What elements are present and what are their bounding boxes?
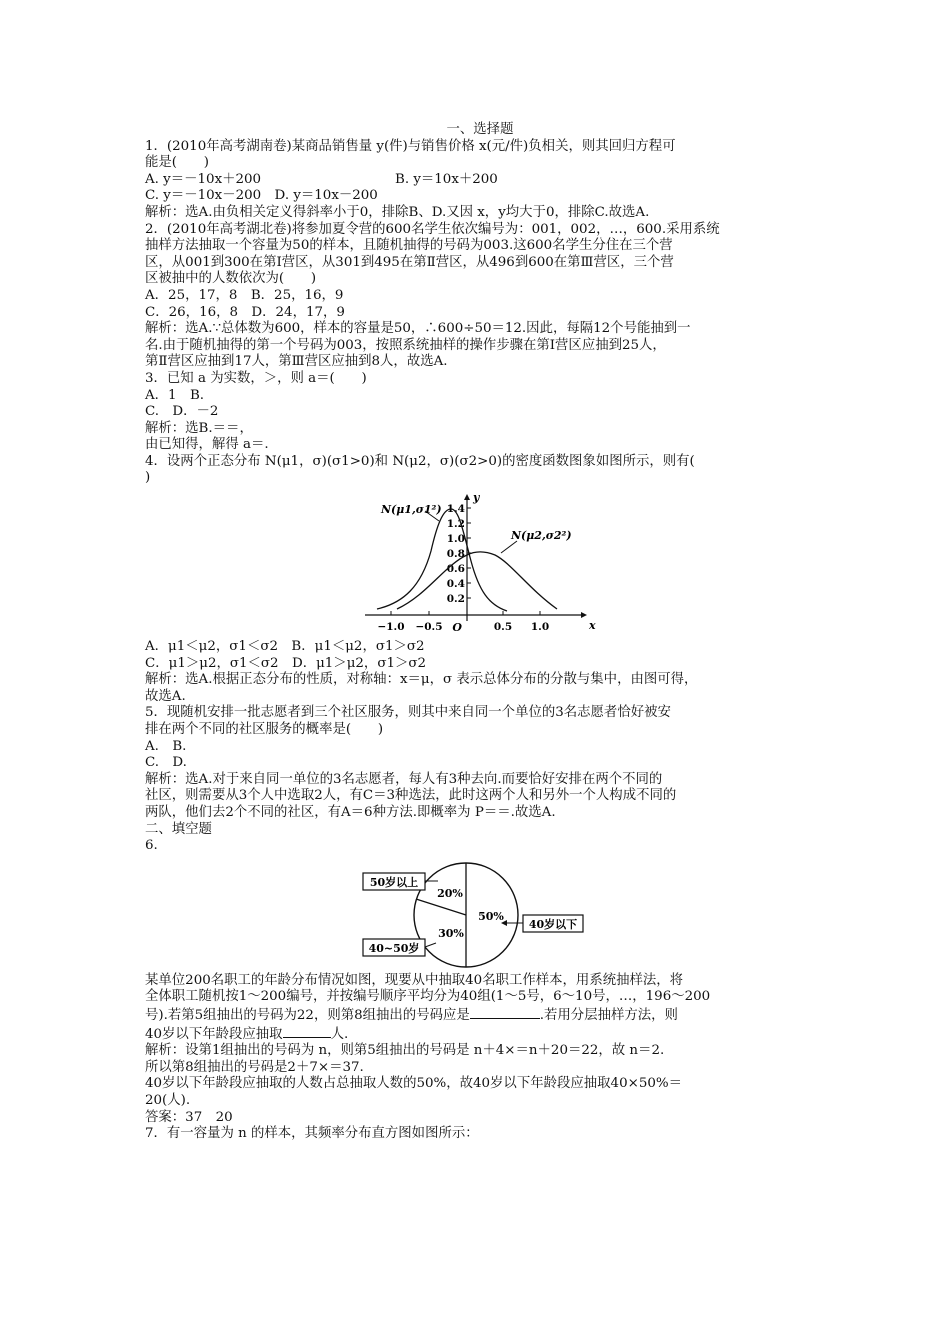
box-over-50-label: 50岁以上 <box>369 875 419 889</box>
q6-solution-3: 40岁以下年龄段应抽取的人数占总抽取人数的50%，故40岁以下年龄段应抽取40×50%＝ <box>145 1076 682 1092</box>
q6-line-2: 全体职工随机按1～200编号，并按编号顺序平均分为40组(1～5号，6～10号，…，196～200 <box>145 989 711 1005</box>
section-title-fill: 二、填空题 <box>145 821 212 837</box>
q1-solution: 解析：选A.由负相关定义得斜率小于0，排除B、D.又因 x，y均大于0，排除C.故选A. <box>145 204 650 220</box>
q5-solution-2: 社区，则需要从3个人中选取2人，有C＝3种选法，此时这两个人和另外一个人构成不同的 <box>145 788 677 804</box>
q6-line-3a: 号).若第5组抽出的号码为22，则第8组抽出的号码应是 <box>145 1007 470 1023</box>
q3-options-ab: A．1 B. <box>145 387 205 403</box>
y-tick-label: 1.2 <box>446 518 465 531</box>
q2-solution-3: 第Ⅱ营区应抽到17人，第Ⅲ营区应抽到8人，故选A. <box>145 354 448 370</box>
x-tick-label: 0.5 <box>493 621 513 634</box>
q2-line-3: 区，从001到300在第Ⅰ营区，从301到495在第Ⅱ营区，从496到600在第Ⅲ营区，三个营 <box>145 254 674 270</box>
question-7 <box>145 1126 815 1143</box>
q5-solution-3: 两队，他们去2个不同的社区，有A＝6种方法.即概率为 P＝＝.故选A. <box>145 805 556 820</box>
q6-line-4a: 40岁以下年龄段应抽取 <box>145 1026 283 1042</box>
q4-solution-1: 解析：选A.根据正态分布的性质，对称轴：x＝μ，σ 表示总体分布的分散与集中，由图可得， <box>145 672 698 688</box>
pie-label-20: 20% <box>437 886 463 900</box>
q3-line-1: 3．已知 a 为实数，＞，则 a＝( ) <box>145 370 367 386</box>
q4-solution-2: 故选A. <box>145 688 186 704</box>
q2-line-1: 2．(2010年高考湖北卷)将参加夏令营的600名学生依次编号为：001，002，…，600.采用系统 <box>145 221 720 237</box>
q6-line-4b: 人. <box>330 1026 349 1042</box>
q4-line-2: ) <box>145 470 151 486</box>
answer-blank-2 <box>283 1025 331 1038</box>
origin-label: O <box>452 621 462 635</box>
y-axis-arrow <box>464 494 470 500</box>
q5-line-1: 5．现随机安排一批志愿者到三个社区服务，则其中来自同一个单位的3名志愿者恰好被安 <box>145 705 671 721</box>
q2-options-ab: A．25，17，8 B．25，16，9 <box>145 287 344 303</box>
y-tick-label: 0.2 <box>446 593 465 606</box>
q6-line-1: 某单位200名职工的年龄分布情况如图，现要从中抽取40名职工作样本，用系统抽样法，将 <box>145 972 684 988</box>
q6-number: 6. <box>145 838 158 854</box>
q1-options-ab: A. y＝－10x＋200 B. y＝10x＋200 <box>145 171 498 187</box>
section-title-choice: 一、选择题 <box>446 122 514 137</box>
x-tick-label: 1.0 <box>530 621 550 634</box>
curve-2-leader <box>501 541 517 553</box>
curve-2-label: N(μ2,σ2²) <box>511 529 572 543</box>
q5-solution-1: 解析：选A.对于来自同一单位的3名志愿者，每人有3种去向.而要恰好安排在两个不同的 <box>145 771 663 787</box>
normal-curve-1 <box>377 509 507 611</box>
age-pie-figure <box>145 859 815 971</box>
q6-solution-4: 20(人). <box>145 1092 191 1108</box>
y-tick-label: 1.4 <box>446 503 465 516</box>
normal-distribution-figure <box>145 491 815 637</box>
q6-solution-1: 解析：设第1组抽出的号码为 n，则第5组抽出的号码是 n＋4×＝n＋20＝22，故 n＝2. <box>145 1043 665 1059</box>
box-under-40-label: 40岁以下 <box>528 917 578 931</box>
q4-line-1: 4．设两个正态分布 N(μ1，σ)(σ1>0)和 N(μ2，σ)(σ2>0)的密度函数图象如图所示，则有( <box>145 453 695 469</box>
y-tick-label: 0.8 <box>446 548 465 561</box>
pie-label-30: 30% <box>438 926 464 940</box>
q1-line-2: 能是( ) <box>145 155 210 171</box>
document-page <box>145 122 815 1143</box>
q5-options-cd: C. D. <box>145 755 187 771</box>
q3-solution-1: 解析：选B.＝＝， <box>145 420 253 436</box>
y-tick-label: 0.4 <box>446 578 465 591</box>
curve-1-label: N(μ1,σ1²) <box>381 503 442 517</box>
y-tick-label: 1.0 <box>446 533 465 546</box>
question-5 <box>145 705 815 821</box>
q1-options-cd: C. y＝－10x－200 D. y＝10x－200 <box>145 188 378 204</box>
q7-line-1: 7．有一容量为 n 的样本，其频率分布直方图如图所示： <box>145 1126 479 1142</box>
q6-line-3b: .若用分层抽样方法，则 <box>539 1007 678 1023</box>
question-3 <box>145 371 815 454</box>
box-40-50-label: 40~50岁 <box>368 941 420 955</box>
normal-distribution-svg <box>145 491 815 637</box>
q5-line-2: 排在两个不同的社区服务的概率是( ) <box>145 722 384 738</box>
q6-line-4 <box>145 1025 815 1044</box>
q6-answer: 答案：37 20 <box>145 1109 233 1125</box>
x-axis-arrow <box>581 612 587 618</box>
pie-label-50: 50% <box>478 909 504 923</box>
q3-options-cd: C. D．－2 <box>145 404 219 420</box>
x-tick-label: −0.5 <box>415 621 443 634</box>
x-tick-label: −1.0 <box>377 621 405 634</box>
q2-solution-1: 解析：选A.∵总体数为600，样本的容量是50，∴600÷50＝12.因此，每隔12个号能抽到一 <box>145 321 691 337</box>
q2-line-4: 区被抽中的人数依次为( ) <box>145 271 317 287</box>
x-axis-label: x <box>589 619 596 633</box>
q2-line-2: 抽样方法抽取一个容量为50的样本，且随机抽得的号码为003.这600名学生分住在三个营 <box>145 238 673 254</box>
age-pie-svg <box>145 859 815 971</box>
question-2 <box>145 222 815 371</box>
q5-options-ab: A. B. <box>145 738 187 754</box>
y-axis-label: y <box>473 491 480 505</box>
question-6 <box>145 838 815 1126</box>
question-1 <box>145 139 815 222</box>
q2-options-cd: C．26，16，8 D．24，17，9 <box>145 304 345 320</box>
q4-options-cd: C．μ1＞μ2，σ1＜σ2 D．μ1＞μ2，σ1＞σ2 <box>145 655 427 671</box>
q4-options-ab: A．μ1＜μ2，σ1＜σ2 B．μ1＜μ2，σ1＞σ2 <box>145 639 425 655</box>
answer-blank-1 <box>470 1006 540 1019</box>
q2-solution-2: 名.由于随机抽得的第一个号码为003，按照系统抽样的操作步骤在第Ⅰ营区应抽到25人， <box>145 337 666 353</box>
q1-line-1: 1．(2010年高考湖南卷)某商品销售量 y(件)与销售价格 x(元/件)负相关，则其回归方程可 <box>145 138 676 154</box>
q6-solution-2: 所以第8组抽出的号码是2＋7×＝37. <box>145 1059 364 1075</box>
q6-line-3 <box>145 1006 815 1025</box>
question-4 <box>145 454 815 706</box>
q3-solution-2: 由已知得，解得 a＝. <box>145 437 269 453</box>
y-tick-label: 0.6 <box>446 563 465 576</box>
